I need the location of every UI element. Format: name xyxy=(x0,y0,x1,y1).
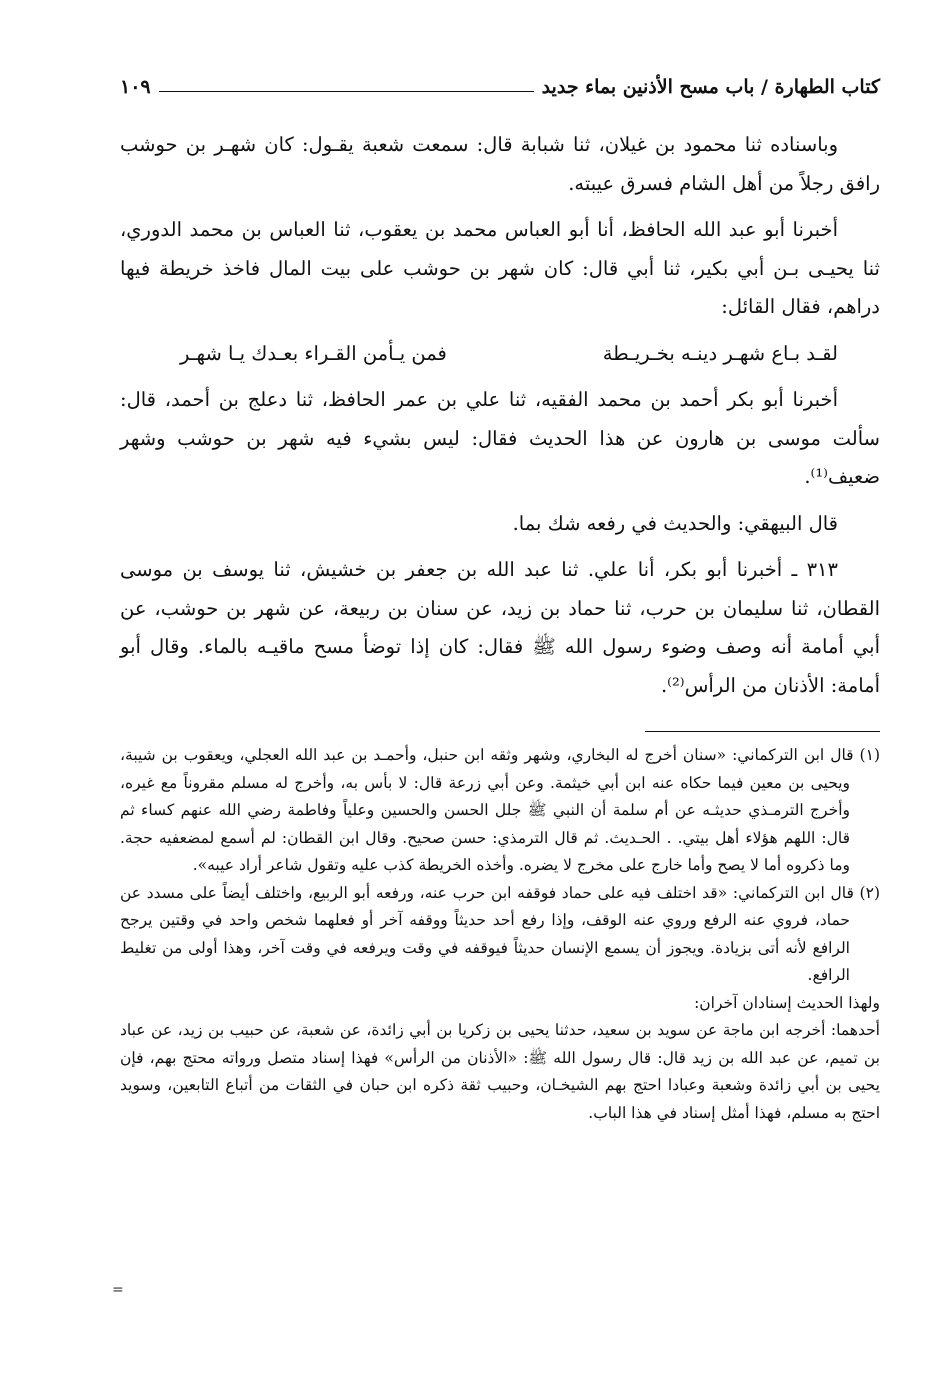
poem-hemistich-right: لقـد بـاع شهـر دينـه بخـريـطة xyxy=(602,341,838,365)
footnote-1-text: (١) قال ابن التركماني: «سنان أخرج له البخاري، وشهر وثقه ابن حنبل، وأحمـد بن عبد الله العجلي، ويعقوب بن شيبة، ويحيى بن معين فيما حكاه عنه ابن أبي خيثمة. وعن أبي زرعة قال: لا بأس به، وأخرج له مسلم مقروناً مع غيره، وأخرج الترمـذي حديثـه عن أم سلمة أن النبي ﷺ جلل الحسن والحسين وعلياً وفاطمة رضي الله عنهم كساء ثم قال: اللهم هؤلاء أهل بيتي. . الحـديث. ثم قال الترمذي: حسن صحيح. وقال ابن القطان: لم أسمع لمضعفيه حجة. وما ذكروه أما لا يصح وأما خارج على مخرج لا يضره. وأخذه الخريطة كذب عليه وتقول شاعر أراد عيبه». xyxy=(120,746,880,874)
page-marker: = xyxy=(112,1282,124,1298)
main-text xyxy=(120,126,880,705)
footnote-2-subheading: ولهذا الحديث إسنادان آخران: xyxy=(694,993,880,1012)
paragraph-3: أخبرنا أبو بكر أحمد بن محمد الفقيه، ثنا علي بن عمر الحافظ، ثنا دعلج بن أحمد، قال: سألت موسى بن هارون عن هذا الحديث فقال: ليس بشيء فيه شهر بن حوشب وشهر ضعيف⁽¹⁾. xyxy=(120,388,880,488)
poem-hemistich-left: فمن يـأمن القـراء بعـدك يـا شهـر xyxy=(180,341,447,365)
page-number: ١٠٩ xyxy=(120,76,151,98)
footnotes xyxy=(120,742,880,1127)
footnote-2-continuation: أحدهما: أخرجه ابن ماجة عن سويد بن سعيد، حدثنا يحيى بن زكريا بن أبي زائدة، عن شعبة، عن حبيب بن زيد، عن عباد بن تميم، عن عبد الله بن زيد قال: قال رسول الله ﷺ: «الأذنان من الرأس» فهذا إسناد متصل ورواته محتج بهم، فإن يحيى بن أبي زائدة وشعبة وعبادا احتج بهم الشيخـان، وحبيب ثقة ذكره ابن حبان في الثقات من أتباع التابعين، وسويد احتج به مسلم، فهذا أمثل إسناد في هذا الباب. xyxy=(120,1021,880,1122)
paragraph-5: ٣١٣ ـ أخبرنا أبو بكر، أنا علي. ثنا عبد الله بن جعفر بن خشيش، ثنا يوسف بن موسى القطان، ثنا سليمان بن حرب، ثنا حماد بن زيد، عن سنان بن ربيعة، عن شهر بن حوشب، عن أبي أمامة أنه وصف وضوء رسول الله ﷺ فقال: كان إذا توضأ مسح ماقيـه بالماء. وقال أبو أمامة: الأذنان من الرأس⁽²⁾. xyxy=(120,558,880,697)
footnote-separator xyxy=(645,731,880,732)
footnote-2 xyxy=(120,880,880,1128)
book-page xyxy=(120,70,880,1127)
footnote-2-text: (٢) قال ابن التركماني: «قد اختلف فيه على حماد فوقفه ابن حرب عنه، ورفعه أبو الربيع، واختلف أيضاً على مسدد عن حماد، فروي عنه الرفع وروي عنه الوقف، وإذا رفع أحد حديثاً ووقفه آخر أو فعلهما شخص واحد في وقتين يرجح الرافع لأنه أتى بزيادة. ويجوز أن يسمع الإنسان حديثاً فيوقفه في وقت ويرفعه في وقت آخر، وهذا أولى من تغليط الرافع. xyxy=(120,883,880,984)
paragraph-1: وباسناده ثنا محمود بن غيلان، ثنا شبابة قال: سمعت شعبة يقـول: كان شهـر بن حوشب رافق رجلاً من أهل الشام فسرق عيبته. xyxy=(120,133,880,195)
running-header xyxy=(120,70,880,104)
poem-verse xyxy=(120,335,880,374)
header-rule xyxy=(159,91,534,92)
footnote-1 xyxy=(120,742,880,880)
header-title: كتاب الطهارة / باب مسح الأذنين بماء جديد xyxy=(541,76,880,98)
paragraph-2: أخبرنا أبو عبد الله الحافظ، أنا أبو العباس محمد بن يعقوب، ثنا العباس بن محمد الدوري، ثنا يحيـى بـن أبي بكير، ثنا أبي قال: كان شهر بن حوشب على بيت المال فاخذ خريطة فيها دراهم، فقال القائل: xyxy=(120,218,880,318)
paragraph-4: قال البيهقي: والحديث في رفعه شك بما. xyxy=(512,511,838,535)
